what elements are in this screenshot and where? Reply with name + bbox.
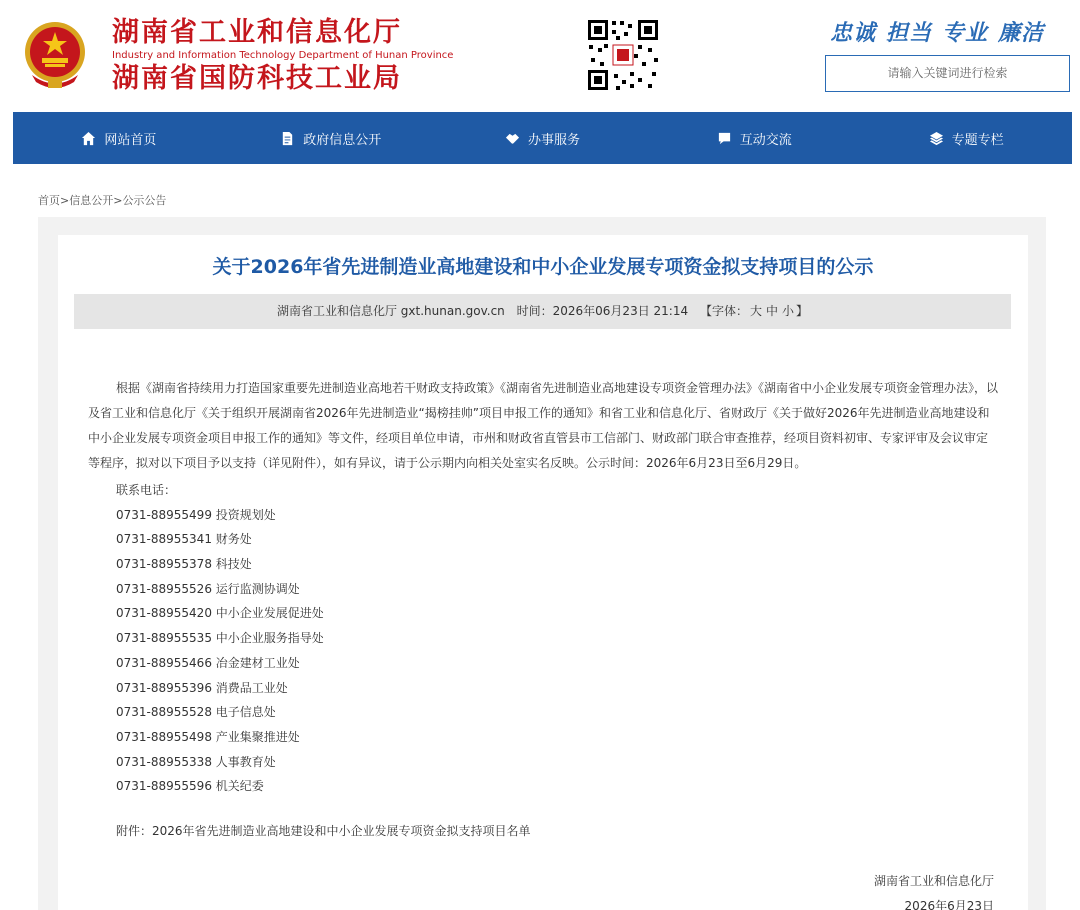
site-title-block bbox=[112, 16, 453, 96]
font-size-control bbox=[700, 304, 808, 318]
nav-item-topics[interactable] bbox=[860, 112, 1072, 164]
slogan-word: 忠诚 bbox=[830, 21, 877, 46]
article-body-paragraph: 根据《湖南省持续用力打造国家重要先进制造业高地若干财政支持政策》《湖南省先进制造业高地建设专项资金管理办法》《湖南省中小企业发展专项资金管理办法》，以及省工业和信息化厅《关于组织开展湖南省2026年先进制造业“揭榜挂帅”项目申报工作的通知》和省工业和信息化厅、省财政厅《关于做好2026年先进制造业高地建设和中小企业发展专项资金项目申报工作的通知》等文件，经项目单位申请，市州和财政省直管县市工信部门、财政部门联合审查推荐，经项目资料初审、专家评审及会议审定等程序，拟对以下项目予以支持（详见附件），如有异议，请于公示期内向相关处室实名反映。公示时间：2026年6月23日至6月29日。 bbox=[88, 381, 999, 470]
nav-item-home[interactable] bbox=[13, 112, 225, 164]
breadcrumb-separator: > bbox=[60, 194, 70, 207]
site-title-sub: 湖南省国防科技工业局 bbox=[112, 63, 402, 94]
qr-code-icon bbox=[586, 18, 660, 92]
article-time: 2026年06月23日 21:14 bbox=[552, 304, 689, 318]
contact-item: 0731-88955341 财务处 bbox=[116, 532, 252, 547]
search-input[interactable]: 请输入关键词进行检索 bbox=[825, 55, 1070, 92]
contact-item: 0731-88955499 投资规划处 bbox=[116, 507, 276, 522]
article-source: 湖南省工业和信息化厅 gxt.hunan.gov.cn bbox=[276, 304, 505, 318]
home-icon bbox=[81, 131, 96, 146]
national-emblem-icon bbox=[22, 20, 88, 90]
font-size-large-button[interactable]: 大 bbox=[749, 304, 762, 318]
contact-item: 0731-88955526 运行监测协调处 bbox=[116, 581, 300, 596]
contact-item: 0731-88955420 中小企业发展促进处 bbox=[116, 606, 324, 621]
main-nav bbox=[13, 112, 1072, 164]
article-meta-bar bbox=[74, 294, 1011, 329]
contact-item: 0731-88955338 人事教育处 bbox=[116, 754, 276, 769]
site-title-main: 湖南省工业和信息化厅 bbox=[112, 17, 402, 48]
breadcrumb-notices[interactable]: 公示公告 bbox=[122, 194, 167, 207]
signer: 湖南省工业和信息化厅 bbox=[873, 874, 994, 888]
attachment-link[interactable]: 附件：2026年省先进制造业高地建设和中小企业发展专项资金拟支持项目名单 bbox=[116, 824, 531, 838]
nav-item-label: 专题专栏 bbox=[951, 132, 1004, 148]
contact-item: 0731-88955466 冶金建材工业处 bbox=[116, 655, 300, 670]
contact-item: 0731-88955378 科技处 bbox=[116, 557, 252, 572]
contact-item: 0731-88955535 中小企业服务指导处 bbox=[116, 631, 324, 646]
slogan-word: 担当 bbox=[886, 21, 933, 46]
breadcrumb-separator: > bbox=[113, 194, 123, 207]
contact-label: 联系电话： bbox=[116, 483, 177, 497]
article-title: 关于2026年省先进制造业高地建设和中小企业发展专项资金拟支持项目的公示 bbox=[212, 256, 874, 278]
breadcrumb-home[interactable]: 首页 bbox=[38, 194, 60, 207]
font-size-medium-button[interactable]: 中 bbox=[765, 304, 778, 318]
font-size-bracket: 】 bbox=[796, 304, 809, 318]
site-title-english: Industry and Information Technology Department of Hunan Province bbox=[112, 50, 454, 61]
site-header bbox=[0, 0, 1080, 110]
sign-date: 2026年6月23日 bbox=[904, 899, 994, 910]
nav-item-label: 政府信息公开 bbox=[303, 132, 382, 148]
slogan-word: 专业 bbox=[942, 21, 989, 46]
chat-icon bbox=[717, 131, 732, 146]
breadcrumb bbox=[38, 192, 166, 208]
font-size-label: 【字体： bbox=[699, 304, 748, 318]
font-size-small-button[interactable]: 小 bbox=[781, 304, 794, 318]
nav-item-label: 办事服务 bbox=[527, 132, 580, 148]
contact-item: 0731-88955596 机关纪委 bbox=[116, 779, 264, 794]
nav-item-services[interactable] bbox=[437, 112, 649, 164]
contact-list bbox=[116, 478, 324, 799]
contact-item: 0731-88955528 电子信息处 bbox=[116, 705, 276, 720]
article-time-label: 时间： bbox=[516, 304, 553, 318]
layers-icon bbox=[929, 131, 944, 146]
breadcrumb-info-public[interactable]: 信息公开 bbox=[69, 194, 114, 207]
nav-item-label: 网站首页 bbox=[104, 132, 157, 148]
slogan bbox=[830, 16, 1054, 47]
nav-item-label: 互动交流 bbox=[739, 132, 792, 148]
nav-item-interaction[interactable] bbox=[648, 112, 860, 164]
contact-item: 0731-88955396 消费品工业处 bbox=[116, 680, 288, 695]
document-icon bbox=[280, 131, 295, 146]
slogan-word: 廉洁 bbox=[998, 21, 1045, 46]
contact-item: 0731-88955498 产业集聚推进处 bbox=[116, 729, 300, 744]
nav-item-gov-info[interactable] bbox=[225, 112, 437, 164]
handshake-icon bbox=[505, 131, 520, 146]
